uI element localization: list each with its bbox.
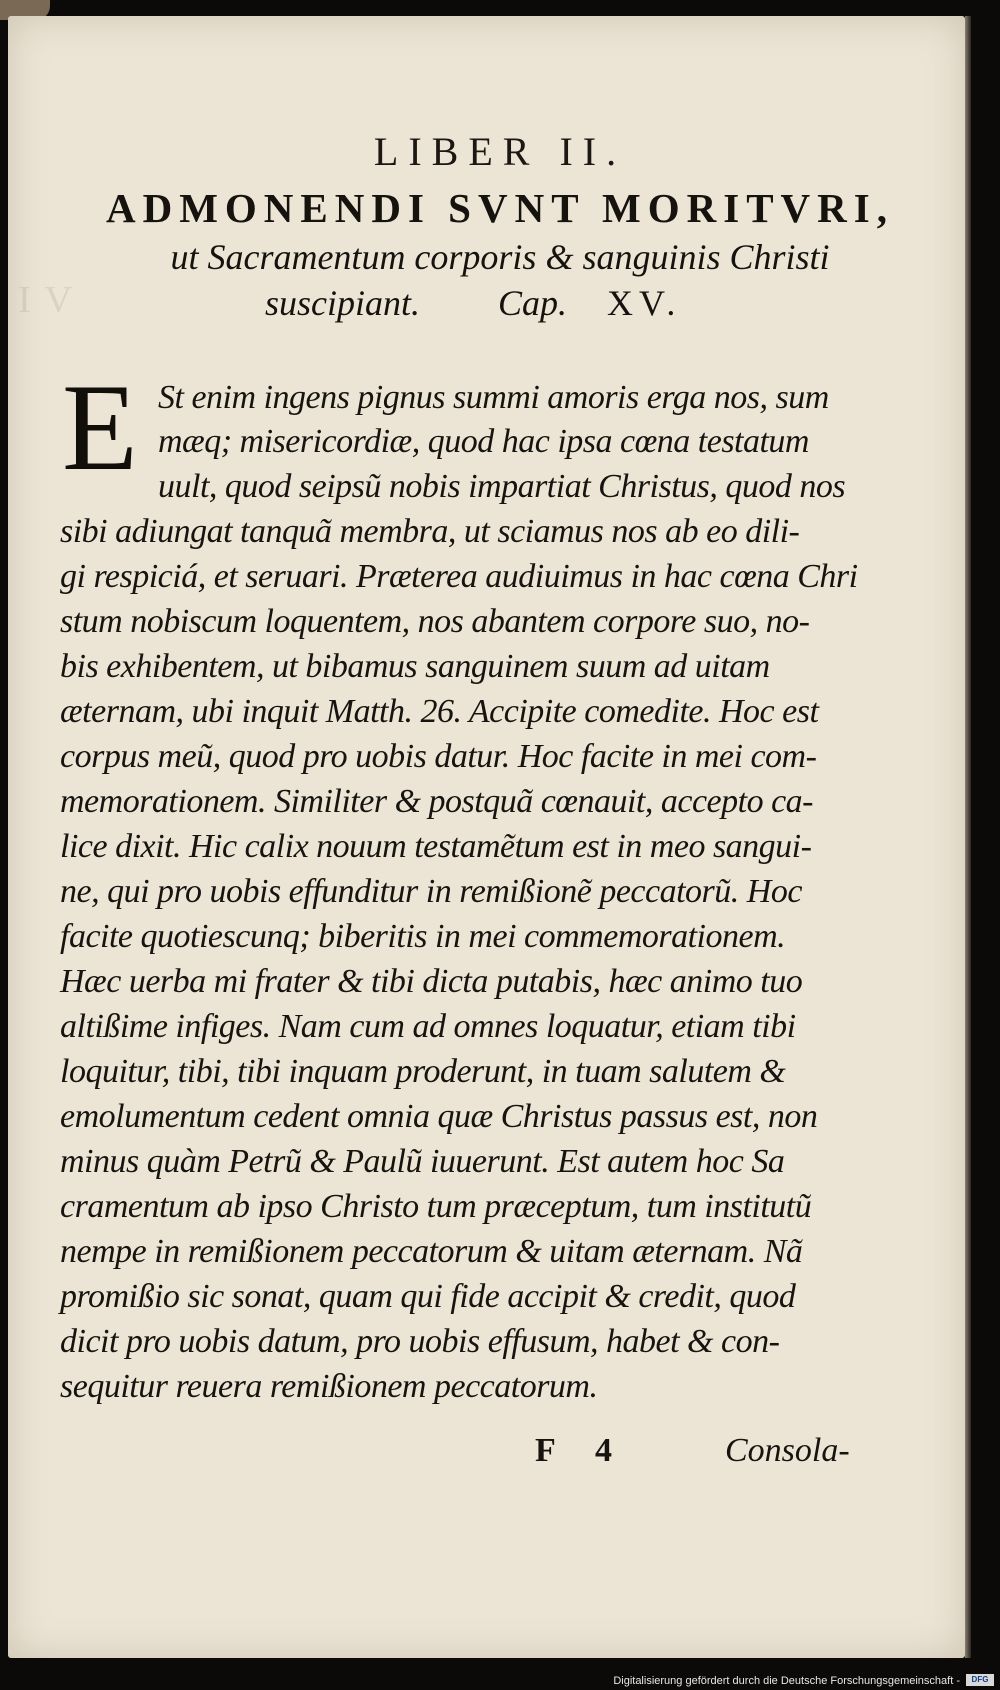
text-line: stum nobiscum loquentem, nos abantem corpore suo, no-: [60, 603, 810, 640]
text-line: corpus meũ, quod pro uobis datur. Hoc facite in mei com-: [60, 738, 817, 775]
text-line: St enim ingens pignus summi amoris erga nos, sum: [158, 379, 829, 416]
signature-mark: F 4: [535, 1432, 629, 1469]
text-line: memorationem. Similiter & postquã cœnauit, accepto ca-: [60, 783, 813, 820]
text-line: cramentum ab ipso Christo tum præceptum, tum institutũ: [60, 1188, 812, 1225]
chapter-title-line-3: [265, 282, 681, 324]
text-line: minus quàm Petrũ & Paulũ iuuerunt. Est autem hoc Sa: [60, 1143, 785, 1180]
text-line: altißime infiges. Nam cum ad omnes loquatur, etiam tibi: [60, 1008, 796, 1045]
digitization-credit: Digitalisierung gefördert durch die Deutsche Forschungsgemeinschaft -: [613, 1675, 960, 1687]
text-line: promißio sic sonat, quam qui fide accipit & credit, quod: [60, 1278, 796, 1315]
text-line: loquitur, tibi, tibi inquam proderunt, in tuam salutem &: [60, 1053, 786, 1090]
text-line: lice dixit. Hic calix nouum testamẽtum est in meo sangui-: [60, 828, 812, 865]
chapter-number: XV.: [607, 283, 682, 323]
text-line: bis exhibentem, ut bibamus sanguinem suum ad uitam: [60, 648, 770, 685]
text-line: facite quotiescunq; biberitis in mei commemorationem.: [60, 918, 786, 955]
bleed-through-text: IV: [18, 279, 87, 321]
text-line: dicit pro uobis datum, pro uobis effusum, habet & con-: [60, 1323, 780, 1360]
text-line: ne, qui pro uobis effunditur in remißionẽ peccatorũ. Hoc: [60, 873, 802, 910]
running-head: LIBER II.: [373, 129, 627, 174]
text-line: æternam, ubi inquit Matth. 26. Accipite comedite. Hoc est: [60, 693, 819, 730]
text-line: nempe in remißionem peccatorum & uitam æternam. Nã: [60, 1233, 803, 1270]
drop-cap: E: [62, 359, 138, 496]
text-line: sibi adiungat tanquã membra, ut sciamus nos ab eo dili-: [60, 513, 800, 550]
chapter-title-line-2: ut Sacramentum corporis & sanguinis Christi: [170, 237, 830, 277]
text-line: gi respiciá, et seruari. Præterea audiuimus in hac cœna Chri: [60, 558, 858, 595]
text-line: emolumentum cedent omnia quæ Christus passus est, non: [60, 1098, 818, 1135]
text-line: mæq; misericordiæ, quod hac ipsa cœna testatum: [158, 423, 809, 460]
text-line: sequitur reuera remißionem peccatorum.: [60, 1368, 598, 1405]
chapter-label: Cap.: [498, 283, 568, 323]
text-line: Hæc uerba mi frater & tibi dicta putabis, hæc animo tuo: [60, 963, 803, 1000]
text-line: uult, quod seipsũ nobis impartiat Christus, quod nos: [158, 468, 846, 505]
dfg-logo: DFG: [966, 1674, 994, 1686]
catchword: Consola-: [725, 1432, 850, 1469]
chapter-title-word: suscipiant.: [265, 283, 421, 323]
chapter-title-line-1: ADMONENDI SVNT MORITVRI,: [106, 185, 894, 231]
